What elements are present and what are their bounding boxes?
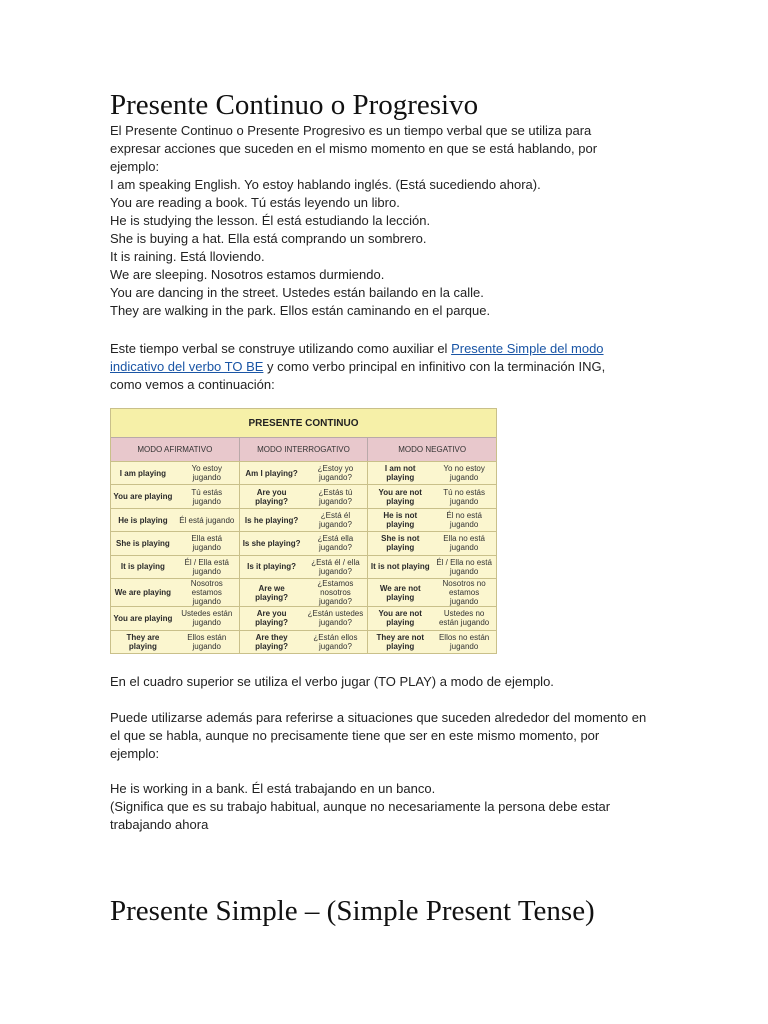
example-line: We are sleeping. Nosotros estamos durmiendo. (110, 267, 385, 282)
table-cell (368, 485, 496, 507)
spanish-form: Ella no está jugando (443, 534, 486, 553)
table-cell (368, 462, 496, 484)
table-cell (111, 607, 240, 629)
section-title-presente-continuo: Presente Continuo o Progresivo (110, 89, 479, 121)
english-form: We are playing (114, 588, 172, 598)
spanish-form: ¿Estamos nosotros jugando? (317, 579, 354, 607)
spanish-form: Tú no estás jugando (443, 487, 486, 506)
note-line: (Significa que es su trabajo habitual, aunque no necesariamente la persona debe estar trabajando ahora (110, 799, 611, 832)
english-form: He is playing (118, 515, 168, 525)
english-form: They are playing (126, 632, 160, 651)
column-header: MODO AFIRMATIVO (111, 437, 240, 461)
column-header: MODO INTERROGATIVO (240, 437, 369, 461)
english-form: Are they playing? (255, 632, 289, 651)
spanish-form: ¿Está él jugando? (318, 511, 352, 530)
table-row (111, 531, 496, 554)
table-cell (240, 485, 369, 507)
example-line: He is studying the lesson. Él está estudiando la lección. (110, 213, 431, 228)
table-row (111, 606, 496, 629)
table-cell (111, 579, 240, 606)
english-form: She is not playing (381, 534, 420, 553)
english-form: He is not playing (383, 511, 418, 530)
english-form: Am I playing? (245, 468, 298, 478)
spanish-form: Él no está jugando (446, 511, 482, 530)
table-cell (240, 556, 369, 578)
spanish-form: ¿Estás tú jugando? (318, 487, 353, 506)
spanish-form: Ustedes no están jugando (438, 609, 490, 628)
spanish-form: ¿Está ella jugando? (317, 534, 354, 553)
example-line: They are walking in the park. Ellos están caminando en el parque. (110, 303, 491, 318)
auxiliary-paragraph (110, 340, 635, 394)
spanish-form: Tú estás jugando (191, 487, 223, 506)
spanish-form: Ellos están jugando (187, 632, 227, 651)
english-form: Are you playing? (255, 609, 289, 628)
table-cell (111, 556, 240, 578)
table-cell (368, 631, 496, 653)
table-row (111, 555, 496, 578)
table-column-headers (111, 437, 496, 461)
english-form: It is playing (120, 562, 165, 572)
table-cell (368, 607, 496, 629)
example-paragraph (110, 780, 640, 834)
section-title-presente-simple: Presente Simple – (Simple Present Tense) (110, 895, 595, 927)
intro-line: El Presente Continuo o Presente Progresivo es un tiempo verbal que se utiliza para expresar acciones que suceden en el mismo momento en que se está hablando, por ejemplo: (110, 123, 598, 174)
spanish-form: Ella está jugando (191, 534, 223, 553)
table-row (111, 630, 496, 653)
table-cell (240, 607, 369, 629)
table-cell (368, 579, 496, 606)
conjugation-table-image (110, 408, 497, 654)
english-form: They are not playing (376, 632, 425, 651)
spanish-form: ¿Están ellos jugando? (313, 632, 358, 651)
spanish-form: ¿Estoy yo jugando? (317, 464, 354, 483)
table-grid (111, 461, 496, 653)
example-line: She is buying a hat. Ella está comprando un sombrero. (110, 231, 427, 246)
table-cell (368, 556, 496, 578)
column-header: MODO NEGATIVO (368, 437, 496, 461)
presente-simple-link[interactable]: Presente Simple del modo indicativo del verbo TO BE (110, 341, 604, 374)
aux-text-before: Este tiempo verbal se construye utilizando como auxiliar el (110, 341, 452, 356)
table-row (111, 508, 496, 531)
table-cell (240, 579, 369, 606)
table-cell (368, 509, 496, 531)
table-cell (240, 532, 369, 554)
english-form: Are we playing? (255, 583, 289, 602)
spanish-form: Nosotros no estamos jugando (442, 579, 486, 607)
table-cell (240, 631, 369, 653)
spanish-form: Nosotros estamos jugando (190, 579, 223, 607)
example-line: You are reading a book. Tú estás leyendo un libro. (110, 195, 400, 210)
english-form: I am not playing (384, 464, 416, 483)
english-form: You are playing (113, 492, 173, 502)
table-cell (368, 532, 496, 554)
example-line: It is raining. Está lloviendo. (110, 249, 265, 264)
english-form: It is not playing (370, 562, 430, 572)
table-row (111, 461, 496, 484)
table-cell (111, 509, 240, 531)
spanish-form: Yo no estoy jugando (443, 464, 485, 483)
intro-paragraph (110, 122, 630, 320)
english-form: Is he playing? (244, 515, 299, 525)
english-form: You are playing (113, 613, 173, 623)
english-form: You are not playing (378, 487, 422, 506)
spanish-form: Él está jugando (179, 515, 235, 525)
spanish-form: ¿Está él / ella jugando? (311, 557, 360, 576)
usage-paragraph: Puede utilizarse además para referirse a situaciones que suceden alrededor del momento en el que se habla, aunque no precisamente tiene que ser en este mismo momento, por ejemplo: (110, 710, 647, 761)
table-cell (111, 532, 240, 554)
english-form: She is playing (116, 538, 170, 548)
spanish-form: Él / Ella está jugando (184, 557, 229, 576)
english-form: Are you playing? (255, 487, 289, 506)
table-cell (111, 462, 240, 484)
english-form: Is she playing? (242, 538, 301, 548)
spanish-form: Él / Ella no está jugando (436, 557, 492, 576)
aux-text-after: y como verbo principal en infinitivo con la terminación ING, como vemos a continuación: (110, 359, 606, 392)
english-form: I am playing (119, 468, 167, 478)
table-row (111, 484, 496, 507)
example-line: You are dancing in the street. Ustedes están bailando en la calle. (110, 285, 484, 300)
table-note-paragraph: En el cuadro superior se utiliza el verbo jugar (TO PLAY) a modo de ejemplo. (110, 674, 554, 689)
english-form: You are not playing (378, 609, 422, 628)
example-line: He is working in a bank. Él está trabajando en un banco. (110, 781, 436, 796)
spanish-form: ¿Están ustedes jugando? (307, 609, 364, 628)
spanish-form: Ellos no están jugando (438, 632, 490, 651)
spanish-form: Yo estoy jugando (191, 464, 222, 483)
spanish-form: Ustedes están jugando (181, 609, 233, 628)
table-header: PRESENTE CONTINUO (111, 409, 496, 437)
english-form: Is it playing? (247, 562, 297, 572)
table-cell (240, 462, 369, 484)
table-cell (111, 485, 240, 507)
english-form: We are not playing (379, 583, 421, 602)
table-cell (240, 509, 369, 531)
table-row (111, 578, 496, 606)
example-line: I am speaking English. Yo estoy hablando inglés. (Está sucediendo ahora). (110, 177, 541, 192)
table-cell (111, 631, 240, 653)
